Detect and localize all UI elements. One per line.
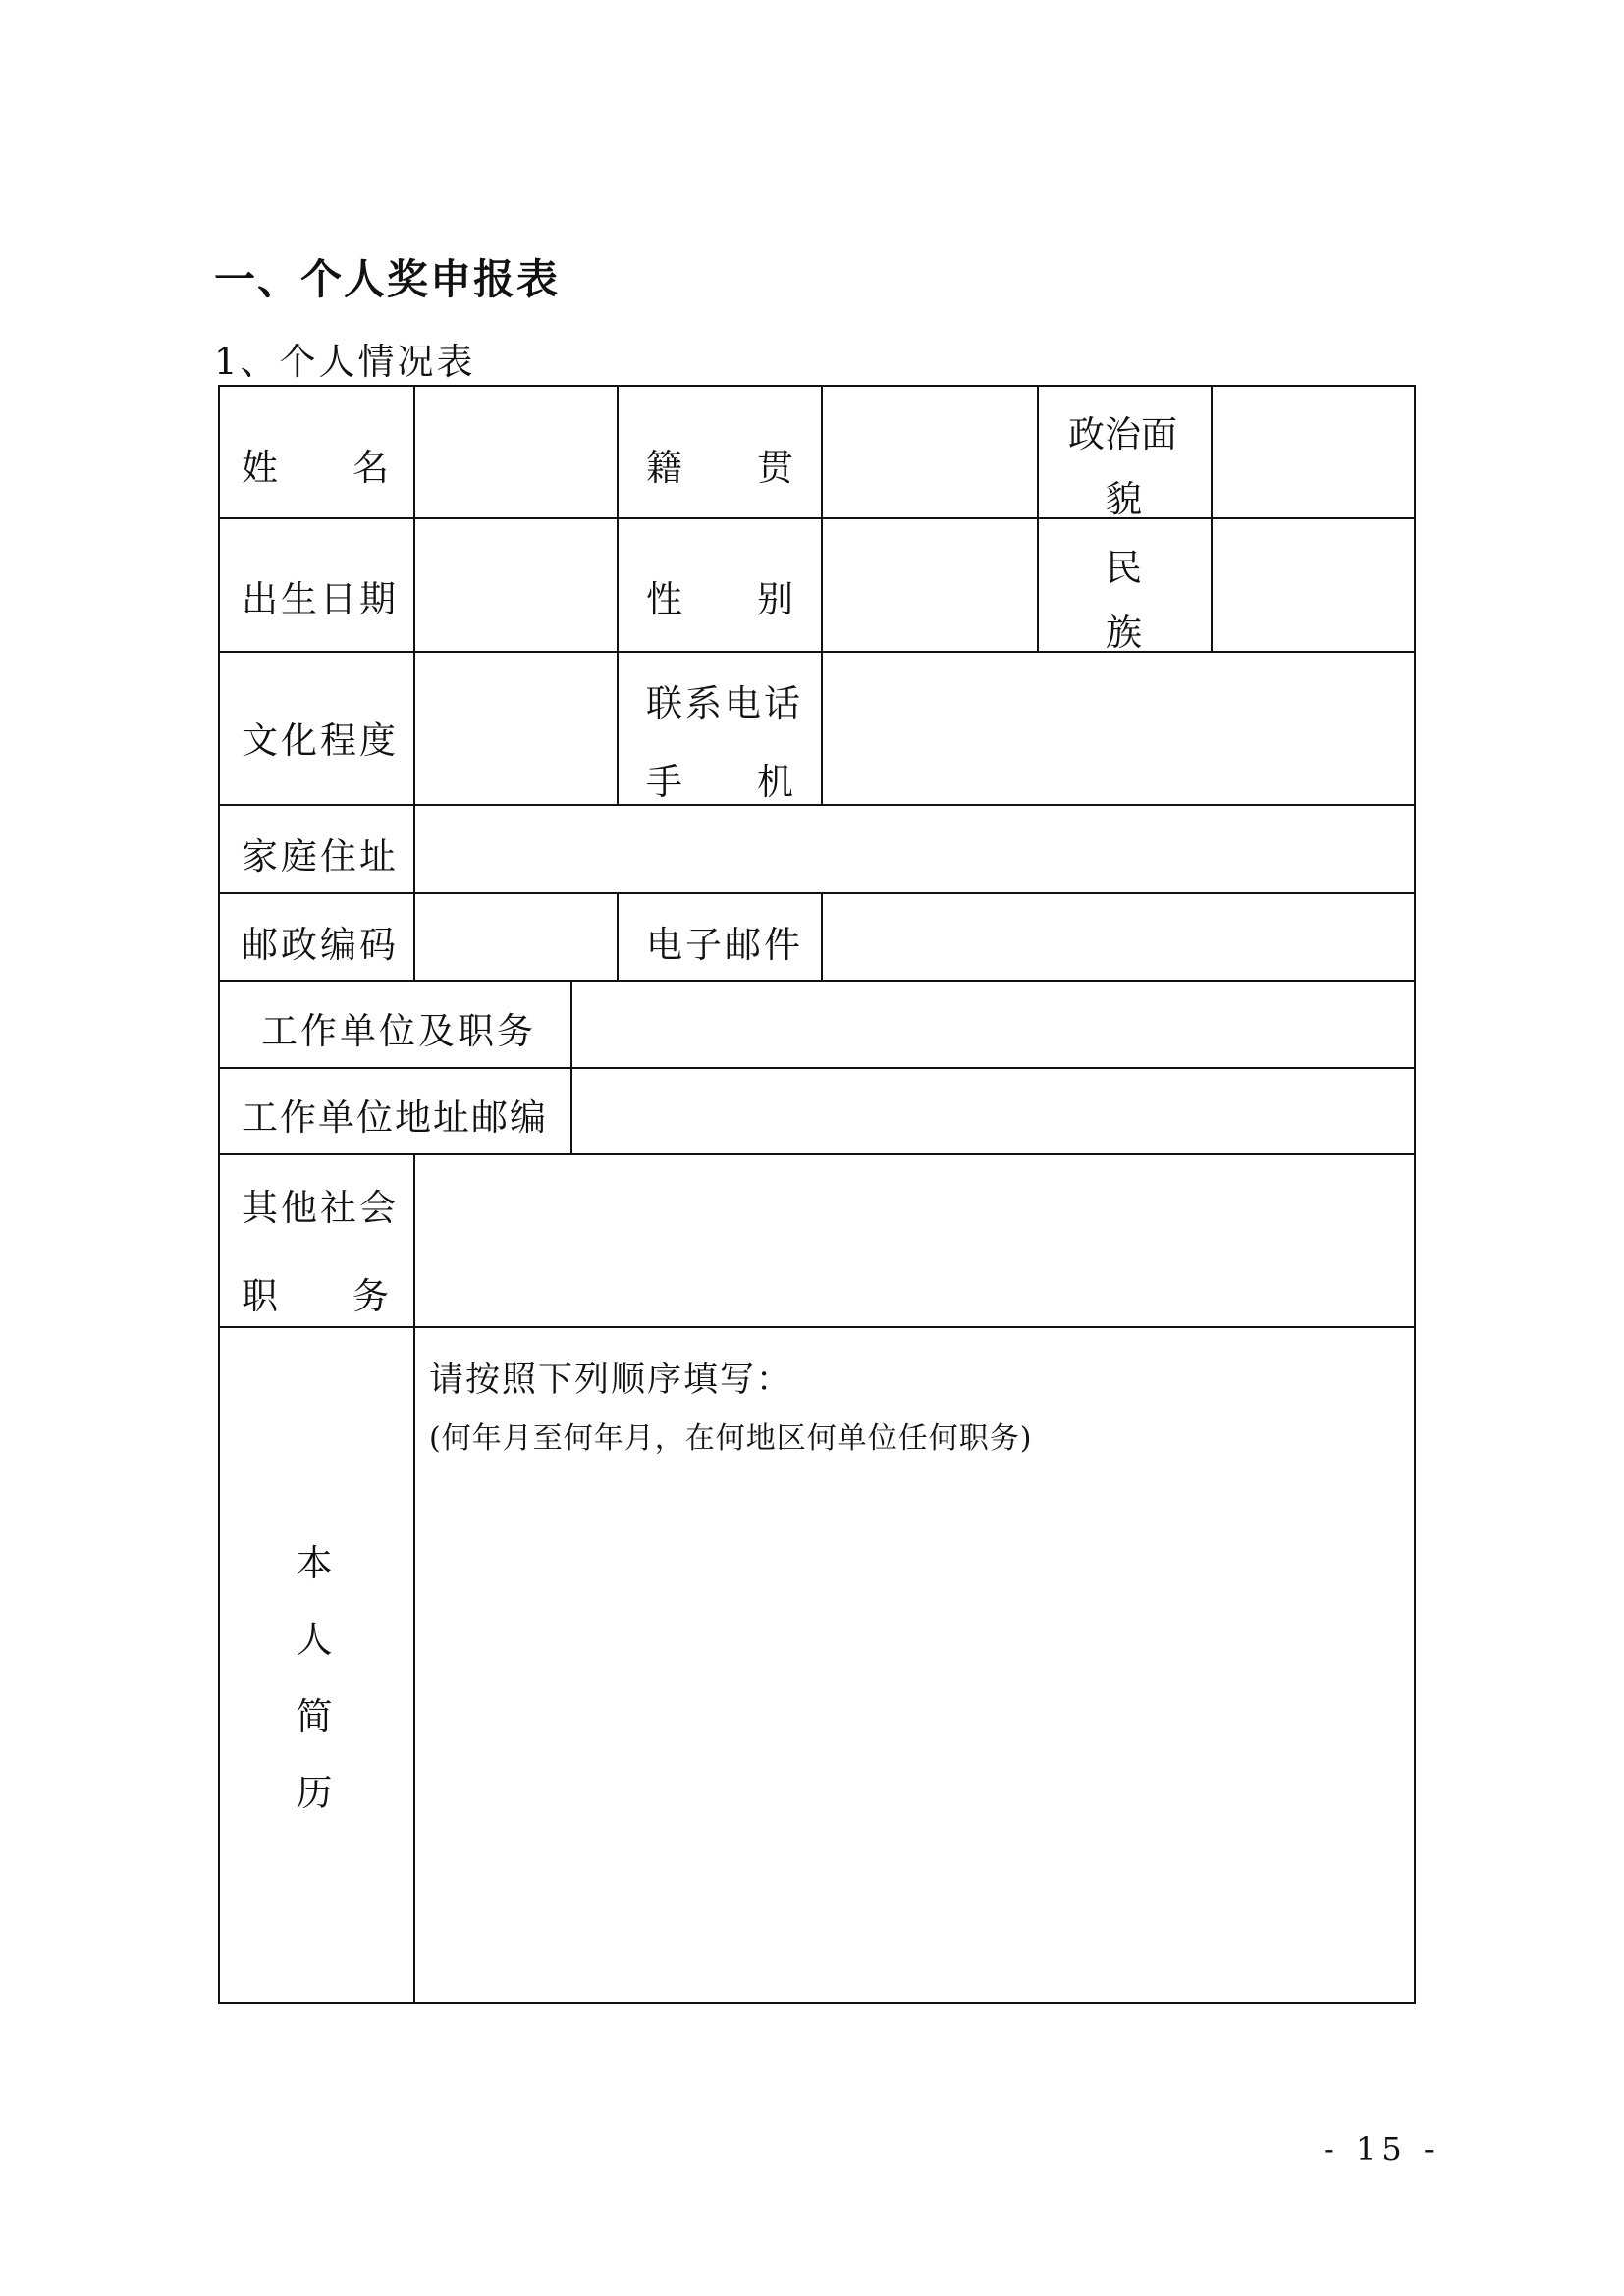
political-status-field[interactable] [1211,385,1416,519]
native-place-field[interactable] [821,385,1039,519]
birth-date-field[interactable] [413,517,619,653]
section-heading: 一、个人奖申报表 [214,255,561,303]
other-roles-field[interactable] [413,1153,1416,1328]
work-unit-field[interactable] [570,980,1416,1069]
resume-instruction: 请按照下列顺序填写： [429,1361,793,1400]
postal-code-label: 邮政编码 [242,924,399,966]
gender-field[interactable] [821,517,1039,653]
resume-label-cell [218,1326,415,2004]
education-field[interactable] [413,651,619,806]
ethnicity-label-line1: 民 [1106,547,1142,589]
resume-format-hint: (何年月至何年月，在何地区何单位任何职务) [429,1421,1033,1456]
political-status-label-line1: 政治面 [1068,413,1177,455]
resume-label-char-4: 历 [296,1772,333,1814]
contact-phone-label: 联系电话 [646,682,803,724]
postal-code-field[interactable] [413,892,619,982]
other-roles-label-line1: 其他社会 [242,1187,399,1229]
education-label: 文化程度 [242,720,399,762]
work-address-label: 工作单位地址邮编 [242,1096,548,1139]
political-status-label-line2: 貌 [1106,478,1142,520]
name-label: 姓 名 [242,447,389,489]
native-place-label: 籍 贯 [646,447,793,489]
gender-label: 性 别 [646,578,793,620]
form-subheading: 1、个人情况表 [214,341,476,383]
name-field[interactable] [413,385,619,519]
page-number: - 15 - [1324,2130,1440,2167]
email-field[interactable] [821,892,1416,982]
mobile-label: 手 机 [646,761,793,803]
resume-label-char-3: 简 [296,1695,333,1737]
ethnicity-field[interactable] [1211,517,1416,653]
work-unit-label: 工作单位及职务 [261,1010,536,1052]
ethnicity-label-line2: 族 [1106,612,1142,654]
resume-label-char-2: 人 [296,1619,333,1661]
work-address-field[interactable] [570,1067,1416,1155]
home-address-field[interactable] [413,804,1416,894]
home-address-label: 家庭住址 [242,835,399,878]
other-roles-label-line2: 职 务 [242,1275,389,1317]
birth-date-label: 出生日期 [242,578,399,620]
contact-phone-field[interactable] [821,651,1416,806]
resume-label-char-1: 本 [296,1542,333,1584]
email-label: 电子邮件 [646,924,803,966]
